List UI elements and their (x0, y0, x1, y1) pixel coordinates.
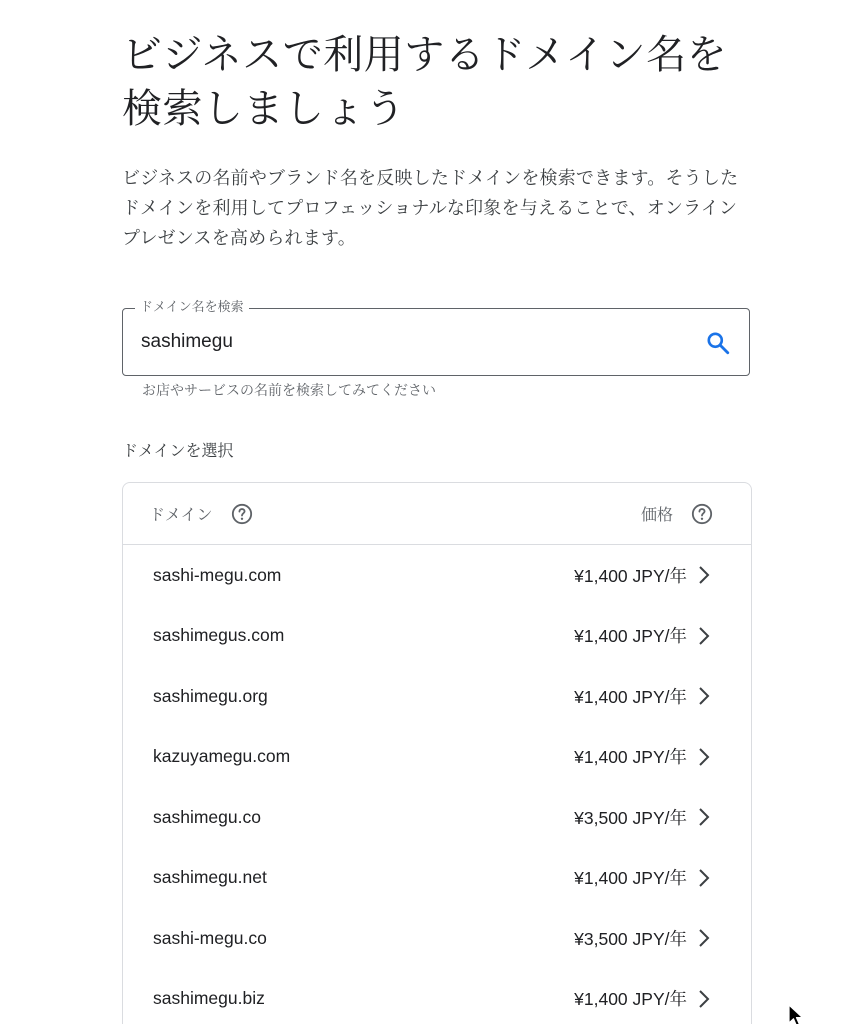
price-help-icon[interactable] (691, 503, 713, 525)
price-column-header (641, 502, 713, 525)
domain-search-input[interactable] (141, 323, 681, 361)
chevron-right-icon (695, 685, 713, 707)
chevron-right-icon (695, 927, 713, 949)
domain-price: ¥1,400 JPY/年 (574, 989, 687, 1010)
page-description: ビジネスの名前やブランド名を反映したドメインを検索できます。そうしたドメインを利用してプロフェッショナルな印象を与えることで、オンライン プレゼンスを高められます。 (122, 168, 739, 249)
search-field-label: ドメイン名を検索 (135, 299, 249, 317)
domain-price: ¥3,500 JPY/年 (574, 928, 687, 949)
chevron-right-icon (695, 867, 713, 889)
domain-price-group (574, 744, 713, 769)
domain-name: sashimegu.biz (153, 988, 265, 1009)
search-icon[interactable] (705, 330, 731, 356)
chevron-right-icon (695, 988, 713, 1010)
domain-name: sashi-megu.co (153, 927, 267, 948)
chevron-right-icon (695, 746, 713, 768)
domain-name: sashi-megu.com (153, 564, 282, 585)
domain-price: ¥1,400 JPY/年 (574, 747, 687, 768)
domain-row[interactable] (123, 908, 751, 969)
domain-row[interactable] (123, 848, 751, 909)
domain-price: ¥3,500 JPY/年 (574, 807, 687, 828)
price-column-label: 価格 (640, 505, 673, 524)
domain-row[interactable] (123, 606, 751, 667)
domain-column-header (149, 502, 253, 525)
main-content (122, 28, 752, 1024)
page-title: ビジネスで利用するドメイン名を検索しましょう (122, 32, 728, 132)
chevron-right-icon (695, 564, 713, 586)
domain-row[interactable] (123, 787, 751, 848)
search-helper-text: お店やサービスの名前を検索してみてください (142, 383, 436, 399)
chevron-right-icon (695, 625, 713, 647)
domain-price-group (574, 623, 713, 648)
domain-help-icon[interactable] (231, 503, 253, 525)
domain-row[interactable] (123, 545, 751, 606)
domain-price-group (574, 926, 713, 951)
domain-column-label: ドメイン (149, 505, 213, 524)
chevron-right-icon (695, 806, 713, 828)
domain-name: sashimegu.org (153, 685, 268, 706)
domain-name: sashimegu.net (153, 867, 267, 888)
domain-row[interactable] (123, 666, 751, 727)
table-header (123, 483, 751, 545)
domain-name: kazuyamegu.com (153, 746, 291, 767)
domain-name: sashimegu.co (153, 806, 261, 827)
domain-search-field[interactable] (122, 300, 750, 376)
domain-price-group (574, 986, 713, 1011)
domain-row[interactable] (123, 969, 751, 1024)
domain-name: sashimegus.com (153, 625, 285, 646)
domain-price-group (574, 563, 713, 588)
mouse-cursor-icon (787, 1004, 805, 1024)
domain-price: ¥1,400 JPY/年 (574, 565, 687, 586)
domain-price: ¥1,400 JPY/年 (574, 626, 687, 647)
domain-price-group (574, 805, 713, 830)
select-domain-heading: ドメインを選択 (122, 441, 234, 460)
domain-row[interactable] (123, 727, 751, 788)
domain-price-group (574, 865, 713, 890)
domain-price: ¥1,400 JPY/年 (574, 686, 687, 707)
domain-price: ¥1,400 JPY/年 (574, 868, 687, 889)
domain-table (122, 482, 752, 1024)
domain-price-group (574, 684, 713, 709)
